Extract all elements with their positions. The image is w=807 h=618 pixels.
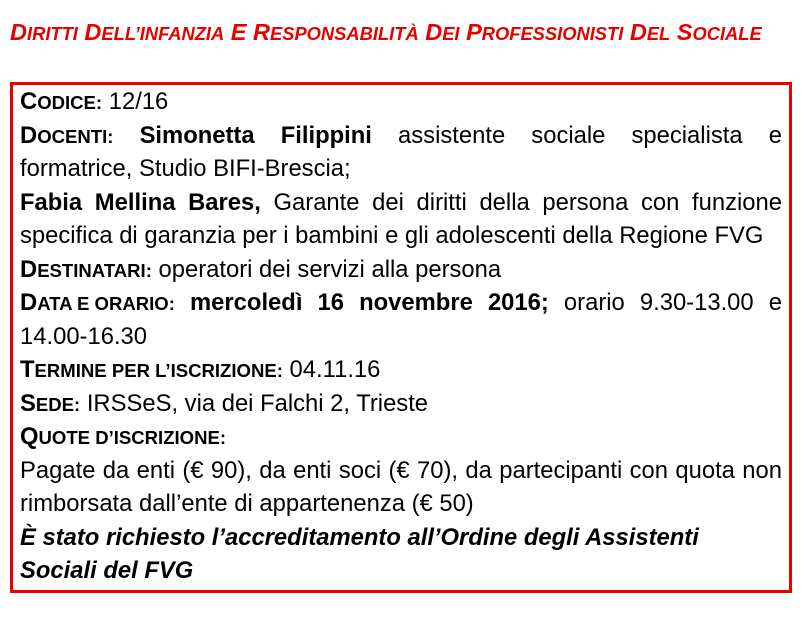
document-title <box>10 17 762 49</box>
teacher-2-role-continued <box>20 219 782 253</box>
teacher-2-role: Garante dei diritti della persona con funzione <box>273 188 782 216</box>
codice-label: CODICE: <box>20 88 103 115</box>
destinatari-label: DESTINATARI: <box>20 255 152 283</box>
accreditamento-note: È stato richiesto l’accreditamento all’Ordine degli Assistenti <box>20 523 699 551</box>
title-word: DEL <box>629 19 671 45</box>
quote-text-line-1 <box>20 454 782 488</box>
title-word: SOCIALE <box>676 19 762 45</box>
title-word: RESPONSABILITÀ <box>253 19 419 45</box>
event-time-continued <box>20 320 782 354</box>
teacher-1-role: assistente sociale specialista e <box>398 121 782 149</box>
title-word: DIRITTI <box>10 19 78 45</box>
title-word: E <box>230 19 247 45</box>
title-word: DELL’INFANZIA <box>84 19 225 45</box>
destinatari-row <box>20 253 782 287</box>
teacher-2-name: Fabia Mellina Bares, <box>20 188 261 216</box>
quote-label: QUOTE D’ISCRIZIONE: <box>20 423 227 450</box>
accreditamento-line-2 <box>20 554 782 588</box>
termine-value: 04.11.16 <box>289 356 381 383</box>
accreditamento-line-1 <box>20 521 782 555</box>
data-orario-row <box>20 286 782 320</box>
codice-row <box>20 85 782 119</box>
teacher-1-role-line-2: formatrice, Studio BIFI-Brescia; <box>20 155 351 182</box>
termine-row <box>20 353 782 387</box>
event-date: mercoledì 16 novembre 2016; <box>190 289 549 316</box>
event-time-line-2: 14.00-16.30 <box>20 322 148 350</box>
accreditamento-note-continued: Sociali del FVG <box>20 557 194 584</box>
docenti-label: DOCENTI: <box>20 121 114 149</box>
codice-value: 12/16 <box>108 88 169 115</box>
quote-text-line-2 <box>20 487 782 521</box>
data-orario-label: DATA E ORARIO: <box>20 289 175 316</box>
title-word: DEI <box>425 19 460 45</box>
destinatari-value: operatori dei servizi alla persona <box>158 255 502 283</box>
sede-label: SEDE: <box>20 389 81 417</box>
course-info-box <box>10 82 792 593</box>
title-word: PROFESSIONISTI <box>466 19 624 45</box>
docenti-row <box>20 119 782 153</box>
sede-row <box>20 387 782 421</box>
quote-text: Pagate da enti (€ 90), da enti soci (€ 70), da partecipanti con quota non <box>20 456 782 484</box>
termine-label: TERMINE PER L’ISCRIZIONE: <box>20 356 283 383</box>
teacher-1-name: Simonetta Filippini <box>139 121 372 149</box>
quote-text-continued: rimborsata dall’ente di appartenenza (€ 50) <box>20 490 474 517</box>
quote-row <box>20 420 782 454</box>
teacher-1-role-continued <box>20 152 782 186</box>
event-time: orario 9.30-13.00 e <box>563 289 782 316</box>
teacher-2-role-line-2: specifica di garanzia per i bambini e gli adolescenti della Regione FVG <box>20 222 764 249</box>
sede-value: IRSSeS, via dei Falchi 2, Trieste <box>86 389 429 417</box>
teacher-2-row <box>20 186 782 220</box>
